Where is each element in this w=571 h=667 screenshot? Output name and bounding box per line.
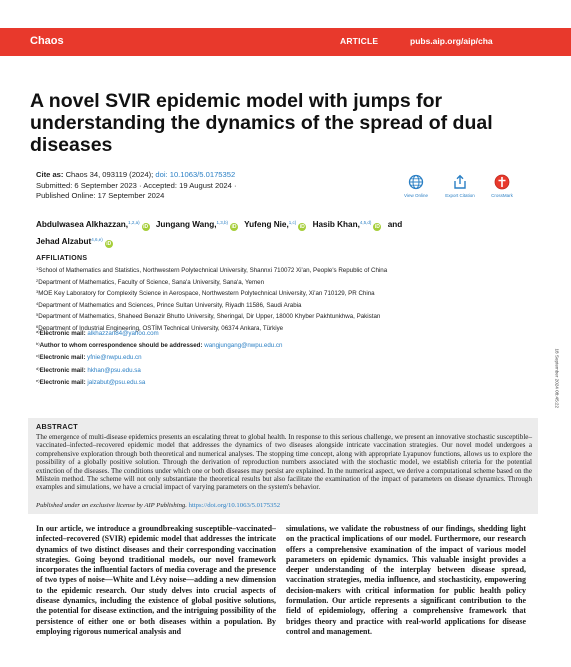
orcid-icon[interactable]: iD bbox=[106, 241, 112, 247]
affiliation-item: $^4$Department of Mathematics and Sciences, Prince Sultan University, Riyadh 11586, Saudi Arabia bbox=[36, 300, 302, 309]
orcid-icon[interactable]: iD bbox=[143, 224, 149, 230]
export-icon bbox=[452, 174, 468, 190]
intro-left-column: In our article, we introduce a groundbreaking susceptible–vaccinated–infected–recovered (SVIR) epidemic model that addresses the intricate dynamics of two distinct diseases and their corresponding vaccination strategies. Going beyond traditional models, our novel framework incorporates the influential factors of media coverage and the presence of two types of noise—White and Lévy noise—adding a new dimension to the epidemic research. Our study delves into crucial aspects of disease dynamics, including the existence of global positive solutions, the potential for disease extinction, and the intriguing possibility of the persistence of either one or both diseases within a population. By employing rigorous numerical analysis and bbox=[36, 524, 276, 636]
intro-right-column: simulations, we validate the robustness of our findings, shedding light on the practical implications of our model. Furthermore, our research offers a comprehensive examination of the impact of various model parameters on epidemic dynamics. This valuable insight provides a deeper understanding of the interplay between disease spread, vaccination strategies, media influence, and stochasticity, empowering decision-makers with critical information for public health policy formulation. Our article represents a significant contribution to the field of epidemiology, offering a comprehensive framework that bridges theory and practice with real-world applications for disease control and management. bbox=[286, 524, 526, 636]
journal-banner bbox=[0, 28, 571, 56]
email-link[interactable]: yfnie@nwpu.edu.cn bbox=[87, 354, 142, 362]
export-citation-button[interactable] bbox=[440, 174, 480, 198]
orcid-icon[interactable]: iD bbox=[231, 224, 237, 230]
view-online-button[interactable] bbox=[396, 174, 436, 198]
affiliation-item: $^3$MOE Key Laboratory for Complexity Science in Aerospace, Northwestern Polytechnical University, Xi'an 710129, PR China bbox=[36, 289, 375, 298]
journal-name[interactable]: Chaos bbox=[30, 35, 64, 47]
cite-doi-link[interactable]: doi: 10.1063/5.0175352 bbox=[155, 170, 236, 179]
author[interactable]: Hasib Khan,$^{4,5,d)}$iD bbox=[312, 220, 380, 230]
affiliation-item: $^2$Department of Mathematics, Faculty of Science, Sana'a University, Sana'a, Yemen bbox=[36, 277, 265, 286]
citation-block bbox=[36, 170, 237, 202]
cite-label: Cite as: bbox=[36, 170, 64, 179]
email-link[interactable]: jalzabut@psu.edu.sa bbox=[87, 378, 146, 386]
affiliation-item: $^6$Department of Industrial Engineering, OSTİM Technical University, 06374 Ankara, Türkiye bbox=[36, 323, 284, 332]
crossmark-button[interactable] bbox=[482, 174, 522, 198]
affiliation-list bbox=[36, 264, 516, 334]
email-link[interactable]: wangjungang@nwpu.edu.cn bbox=[204, 342, 283, 350]
affiliation-item: $^1$School of Mathematics and Statistics, Northwestern Polytechnical University, Shannxi 710072 Xi'an, People's Republic of China bbox=[36, 266, 388, 274]
article-type: ARTICLE bbox=[340, 36, 379, 46]
globe-icon bbox=[408, 174, 424, 190]
email-item: $^{d)}$Electronic mail: hkhan@psu.edu.sa bbox=[36, 365, 141, 374]
orcid-icon[interactable]: iD bbox=[374, 224, 380, 230]
email-list bbox=[36, 327, 282, 388]
abstract-heading: ABSTRACT bbox=[36, 422, 78, 431]
journal-url[interactable]: pubs.aip.org/aip/cha bbox=[410, 36, 493, 46]
email-item: $^{c)}$Electronic mail: yfnie@nwpu.edu.cn bbox=[36, 353, 142, 362]
crossmark-label: CrossMark bbox=[491, 193, 513, 198]
published-date: Published Online: 17 September 2024 bbox=[36, 191, 165, 200]
email-item: $^{b)}$Author to whom correspondence should be addressed: wangjungang@nwpu.edu.cn bbox=[36, 341, 283, 350]
affiliations-heading: AFFILIATIONS bbox=[36, 255, 88, 262]
download-date: 18 September 2024 08:45:22 bbox=[554, 348, 560, 409]
download-stamp bbox=[550, 345, 558, 445]
license-doi-link[interactable]: https://doi.org/10.1063/5.0175352 bbox=[188, 502, 281, 509]
email-link[interactable]: hkhan@psu.edu.sa bbox=[87, 366, 141, 374]
email-link[interactable]: alkhazzan84@yahoo.com bbox=[87, 330, 159, 337]
export-citation-label: Export Citation bbox=[445, 193, 475, 198]
author-conjunction: and bbox=[387, 220, 403, 229]
paper-title: A novel SVIR epidemic model with jumps for understanding the dynamics of the spread of dual diseases bbox=[30, 90, 493, 156]
view-online-label: View Online bbox=[404, 193, 428, 198]
email-item: $^{a)}$Electronic mail: alkhazzan84@yahoo.com bbox=[36, 329, 159, 337]
affiliation-item: $^5$Department of Mathematics, Shaheed Benazir Bhutto University, Sheringal, Dir Upper, 18000 Khyber Pakhtunkhwa, Pakistan bbox=[36, 312, 381, 321]
author[interactable]: Yufeng Nie,$^{1,c)}$iD bbox=[244, 220, 305, 230]
cite-reference: Chaos 34, 093119 (2024); bbox=[65, 170, 154, 179]
email-item: $^{e)}$Electronic mail: jalzabut@psu.edu.sa bbox=[36, 377, 146, 386]
author[interactable]: Jehad Alzabut$^{4,6,e)}$iD bbox=[36, 237, 112, 247]
author-list bbox=[36, 215, 506, 249]
author[interactable]: Abdulwasea Alkhazzan,$^{1,2,a)}$iD bbox=[36, 220, 149, 230]
submission-dates: Submitted: 6 September 2023 · Accepted: 19 August 2024 · bbox=[36, 180, 237, 190]
abstract-text: The emergence of multi-disease epidemics presents an escalating threat to global health. In response to this serious challenge, we present an innovative stochastic susceptible–vaccinated–infected–recovered epidemic model that addresses the dynamics of two diseases alongside intricate vaccination strategies. Our novel model undergoes a comprehensive exploration through both theoretical and numerical analyses. The stopping time concept, along with appropriate Lyapunov functions, allows us to explore the possibility of a globally positive solution. Through the derivation of reproduction numbers associated with the stochastic model, we establish criteria for the potential extinction of the diseases. The conditions under which one or both diseases may persist are explained. In the numerical aspect, we derive a computational scheme based on the Milstein method. The scheme will not only substantiate the theoretical results but also facilitate the examination of the impact of parameters on disease dynamics. Through examples and simulations, we have a crucial impact of varying parameters on the system's behavior. bbox=[36, 433, 532, 492]
author[interactable]: Jungang Wang,$^{1,3,b)}$iD bbox=[155, 220, 237, 230]
license-text: Published under an exclusive license by AIP Publishing. bbox=[36, 502, 187, 509]
crossmark-icon bbox=[494, 174, 510, 190]
orcid-icon[interactable]: iD bbox=[299, 224, 305, 230]
license-line bbox=[36, 502, 280, 509]
